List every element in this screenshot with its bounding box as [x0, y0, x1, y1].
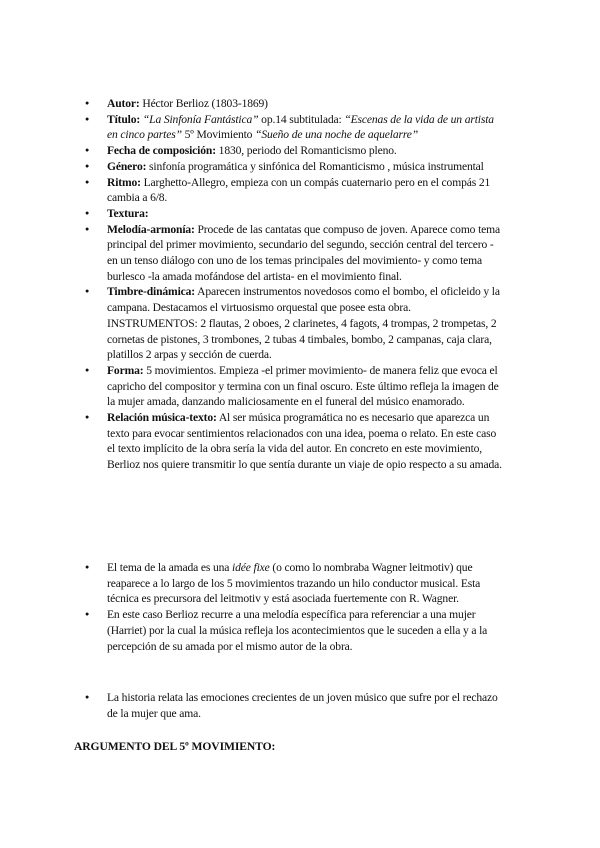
label-textura: Textura:: [107, 206, 149, 220]
text-forma: 5 movimientos. Empieza -el primer movimiento- de manera feliz que evoca el capricho del compositor y termina con un final oscuro. Este último refleja la imagen de la mujer amada, danzando maliciosamente en el funeral del músico enamorado.: [107, 363, 499, 409]
list-item-ritmo: [82, 175, 502, 206]
text-idee-pre: El tema de la amada es una: [107, 561, 233, 574]
text-relacion: Al ser música programática no es necesario que aparezca un texto para evocar sentimientos relacionados con una idea, poema o relato. En este caso el texto implícito de la obra sería la vida del autor. En concreto en este movimiento, Berlioz nos quiere transmitir lo que sentía durante un viaje de opio respecto a su amada.: [107, 411, 502, 472]
text-historia: La historia relata las emociones crecientes de un joven músico que sufre por el rechazo de la mujer que ama.: [107, 691, 498, 720]
list-item-fecha: [82, 143, 502, 159]
text-titulo-mid2: 5º Movimiento: [181, 128, 256, 142]
term-idee-fixe: idée fixe: [232, 561, 270, 574]
text-fecha: 1830, periodo del Romanticismo pleno.: [215, 144, 397, 158]
list-item-historia: [82, 690, 502, 721]
label-relacion: Relación música-texto:: [107, 411, 217, 425]
label-melodia: Melodía-armonía:: [107, 222, 195, 236]
label-forma: Forma:: [107, 363, 144, 377]
label-autor: Autor:: [107, 97, 140, 110]
list-item-timbre: [82, 284, 502, 363]
list-item-harriet: [82, 607, 502, 654]
list-item-titulo: [82, 112, 502, 143]
title-subtitle: “Escenas de la vida de un artista en cinco partes”: [107, 112, 494, 142]
label-titulo: Título:: [107, 112, 141, 126]
story-list: [82, 690, 502, 721]
text-harriet: En este caso Berlioz recurre a una melodía específica para referenciar a una mujer (Harriet) por la cual la música refleja los acontecimientos que le suceden a ella y a la percepción de su amada por el mismo autor de la obra.: [107, 608, 488, 653]
title-work: “La Sinfonía Fantástica”: [142, 112, 259, 126]
text-ritmo: Larghetto-Allegro, empieza con un compás cuaternario pero en el compás 21 cambia a 6/8.: [107, 175, 491, 205]
section-heading: ARGUMENTO DEL 5º MOVIMIENTO:: [74, 740, 276, 753]
text-genero: sinfonía programática y sinfónica del Romanticismo , música instrumental: [146, 159, 484, 173]
list-item-relacion: [82, 410, 502, 473]
text-idee-post: (o como lo nombraba Wagner leitmotiv) que reaparece a lo largo de los 5 movimientos trazando un hilo conductor musical. Esta técnica es precursora del leitmotiv y está asociada fuertemente con R. Wagner.: [107, 561, 481, 606]
list-item-autor: [82, 96, 502, 112]
notes-list: [82, 560, 502, 654]
list-item-forma: [82, 363, 502, 410]
label-genero: Género:: [107, 159, 147, 173]
text-melodia: Procede de las cantatas que compuso de joven. Aparece como tema principal del primer movimiento, secundario del segundo, sección central del tercero -en un tenso diálogo con uno de los temas principales del movimiento- y como tema burlesco -la amada mofándose del artista- en el movimiento final.: [107, 222, 501, 283]
list-item-genero: [82, 159, 502, 175]
list-item-idee-fixe: [82, 560, 502, 607]
title-movement: “Sueño de una noche de aquelarre”: [255, 128, 419, 142]
list-item-textura: [82, 206, 502, 222]
text-titulo-mid: op.14 subtitulada:: [258, 112, 345, 126]
text-timbre: Aparecen instrumentos novedosos como el bombo, el oficleido y la campana. Destacamos el virtuosismo orquestal que posee esta obra. INSTRUMENTOS: 2 flautas, 2 oboes, 2 clarinetes, 4 fagots, 4 trompas, 2 trompetas, 2 cornetas de pistones, 3 trombones, 2 tubas 4 timbales, bombo, 2 campanas, caja clara, platillos 2 arpas y sección de cuerda.: [107, 285, 500, 362]
label-ritmo: Ritmo:: [107, 175, 141, 189]
label-fecha: Fecha de composición:: [107, 144, 216, 158]
list-item-melodia: [82, 222, 502, 285]
text-autor: Héctor Berlioz (1803-1869): [139, 97, 268, 110]
label-timbre: Timbre-dinámica:: [107, 285, 195, 299]
analysis-list: [82, 96, 502, 473]
